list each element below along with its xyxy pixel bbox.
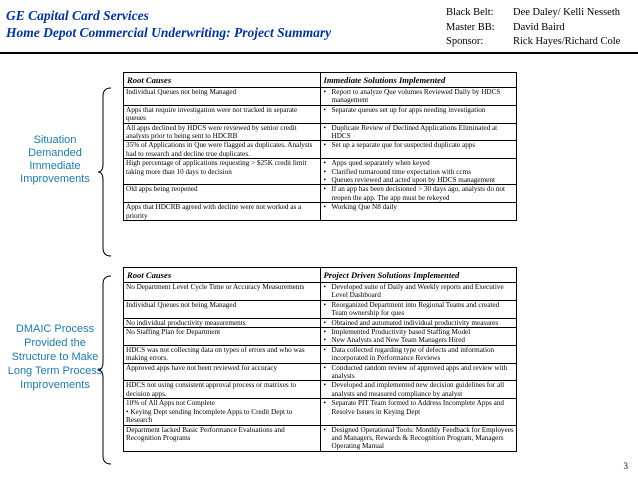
- root-cause-cell: [124, 283, 321, 301]
- table-row: [124, 141, 517, 159]
- solution-item: • Separate queues set up for apps needing investigation: [323, 106, 515, 114]
- solution-item: • Separate PIT Team formed to Address Incomplete Apps and Resolve Issues in Keying Dept: [323, 399, 515, 416]
- meta-key: Sponsor:: [446, 36, 484, 47]
- table-row: [124, 123, 517, 141]
- root-cause-text: Department lacked Basic Performance Evaluations and Recognition Programs: [126, 425, 285, 442]
- root-cause-text: • Keying Dept sending Incomplete Apps to Credit Dept to Research: [126, 407, 293, 425]
- solution-item: • Duplicate Review of Declined Applications Eliminated at HDCS: [323, 124, 515, 141]
- solution-item: • Developed suite of Daily and Weekly reports and Executive Level Dashboard: [323, 283, 515, 300]
- root-cause-cell: [124, 345, 321, 363]
- solution-item: • If an app has been decisioned > 30 days ago, analysts do not reopen the app. The app must be rekeyed: [323, 185, 515, 202]
- table-row: [124, 88, 517, 106]
- solution-cell: [320, 185, 517, 203]
- meta-value: David Baird: [513, 21, 565, 33]
- root-cause-cell: [124, 185, 321, 203]
- solution-item: • Apps qued separately when keyed: [323, 159, 515, 167]
- solution-item: • New Analysts and New Team Managers Hired: [323, 336, 515, 344]
- table-row: [124, 381, 517, 399]
- company-title: GE Capital Card Services: [6, 8, 149, 23]
- solution-cell: [320, 123, 517, 141]
- section1-body: [124, 88, 517, 221]
- root-cause-text: 35% of Applications in Que were flagged as duplicates. Analysts had to research and decline true duplicates.: [126, 141, 313, 158]
- root-cause-text: Individual Queues not being Managed: [126, 88, 237, 96]
- section1-side-label: Situation Demanded Immediate Improvements: [20, 134, 90, 185]
- solution-cell: [320, 300, 517, 318]
- root-cause-cell: [124, 88, 321, 106]
- table-row: [124, 345, 517, 363]
- table-row: [124, 363, 517, 381]
- meta-key: Black Belt:: [446, 7, 494, 18]
- section2-brace: [97, 275, 113, 465]
- table-row: [124, 283, 517, 301]
- root-cause-cell: [124, 203, 321, 221]
- root-cause-cell: [124, 399, 321, 425]
- root-cause-text: No Department Level Cycle Time or Accuracy Measurements: [126, 283, 305, 291]
- page-title: Home Depot Commercial Underwriting: Project Summary: [6, 25, 332, 40]
- col-header-solutions: Immediate Solutions Implemented: [320, 73, 517, 88]
- root-cause-text: Apps that HDCRB agreed with decline were not worked as a priority: [126, 203, 302, 220]
- root-cause-cell: [124, 381, 321, 399]
- table-row: [124, 300, 517, 318]
- col-header-root-causes: Root Causes: [124, 73, 321, 88]
- root-cause-cell: [124, 123, 321, 141]
- root-cause-text: HDCS not using consistent approval process or matrixes to decision apps.: [126, 381, 297, 398]
- root-cause-cell: [124, 318, 321, 327]
- header-divider: [0, 52, 638, 54]
- solution-item: • Clarified turnaround time expectation with ccms: [323, 168, 515, 176]
- table-row: [124, 185, 517, 203]
- table-row: [124, 159, 517, 185]
- table-row: [124, 399, 517, 425]
- solution-cell: [320, 328, 517, 346]
- project-meta: [446, 6, 620, 50]
- table-row: [124, 425, 517, 451]
- table-row: [124, 203, 517, 221]
- solution-item: • Conducted random review of approved apps and review with analysts: [323, 364, 515, 381]
- solution-item: • Working Que N8 daily: [323, 203, 515, 211]
- solution-cell: [320, 425, 517, 451]
- section2-table: [123, 267, 517, 452]
- solution-item: • Obtained and automated individual productivity measures: [323, 319, 515, 327]
- solution-item: • Designed Operational Tools: Monthly Feedback for Employees and Managers, Rewards & Recognition Program, Managers Operating Manual: [323, 426, 515, 451]
- table-row: [124, 105, 517, 123]
- root-cause-text: All apps declined by HDCS were reviewed by senior credit analysts prior to being sent to HDCRB: [126, 123, 297, 141]
- solution-cell: [320, 283, 517, 301]
- root-cause-text: 10% of All Apps not Complete: [126, 399, 215, 408]
- section2-side-label: DMAIC Process Provided the Structure to Make Long Term Process Improvements: [7, 323, 103, 391]
- solution-item: • Queues reviewed and acted upon by HDCS management: [323, 176, 515, 184]
- root-cause-text: HDCS was not collecting data on types of errors and who was making errors.: [126, 345, 305, 363]
- section1-brace: [97, 87, 113, 257]
- root-cause-text: Apps that require investigation were not tracked in separate queues: [126, 105, 298, 123]
- root-cause-text: No Staffing Plan for Department: [126, 328, 221, 337]
- solution-cell: [320, 318, 517, 327]
- root-cause-cell: [124, 141, 321, 159]
- root-cause-text: No individual productivity measurements: [126, 318, 246, 327]
- root-cause-cell: [124, 105, 321, 123]
- solution-cell: [320, 159, 517, 185]
- solution-item: • Implemented Productivity based Staffing Model: [323, 328, 515, 336]
- col-header-root-causes: Root Causes: [124, 268, 321, 283]
- solution-cell: [320, 88, 517, 106]
- root-cause-cell: [124, 425, 321, 451]
- solution-item: • Developed and implemented new decision guidelines for all analysts and measured compliance by analyst: [323, 381, 515, 398]
- col-header-solutions: Project Driven Solutions Implemented: [320, 268, 517, 283]
- root-cause-cell: [124, 300, 321, 318]
- solution-cell: [320, 381, 517, 399]
- solution-item: • Set up a separate que for suspected duplicate apps: [323, 141, 515, 149]
- solution-cell: [320, 203, 517, 221]
- solution-item: • Data collected regarding type of defects and information incorporated in Performance Reviews: [323, 346, 515, 363]
- solution-cell: [320, 363, 517, 381]
- solution-item: • Report to analyze Que volumes Reviewed Daily by HDCS management: [323, 88, 515, 105]
- root-cause-text: High percentage of applications requesting > $25K credit limit taking more than 10 days to decision: [126, 159, 307, 176]
- solution-cell: [320, 105, 517, 123]
- root-cause-text: Individual Queues not being Managed: [126, 300, 237, 309]
- solution-cell: [320, 141, 517, 159]
- meta-value: Rick Hayes/Richard Cole: [513, 36, 621, 47]
- table-row: [124, 318, 517, 327]
- page-number: 3: [623, 461, 628, 471]
- root-cause-cell: [124, 159, 321, 185]
- root-cause-text: Approved apps have not been reviewed for accuracy: [126, 363, 278, 372]
- section2-body: [124, 283, 517, 452]
- meta-value: Dee Daley/ Kelli Nesseth: [513, 7, 621, 18]
- solution-cell: [320, 399, 517, 425]
- root-cause-text: Old apps being reopened: [126, 185, 198, 194]
- section1-table: [123, 72, 517, 221]
- root-cause-cell: [124, 363, 321, 381]
- solution-item: • Reorganized Department into Regional Teams and created Team ownership for ques: [323, 301, 515, 318]
- table-row: [124, 328, 517, 346]
- root-cause-cell: [124, 328, 321, 346]
- meta-key: Master BB:: [446, 21, 495, 33]
- solution-cell: [320, 345, 517, 363]
